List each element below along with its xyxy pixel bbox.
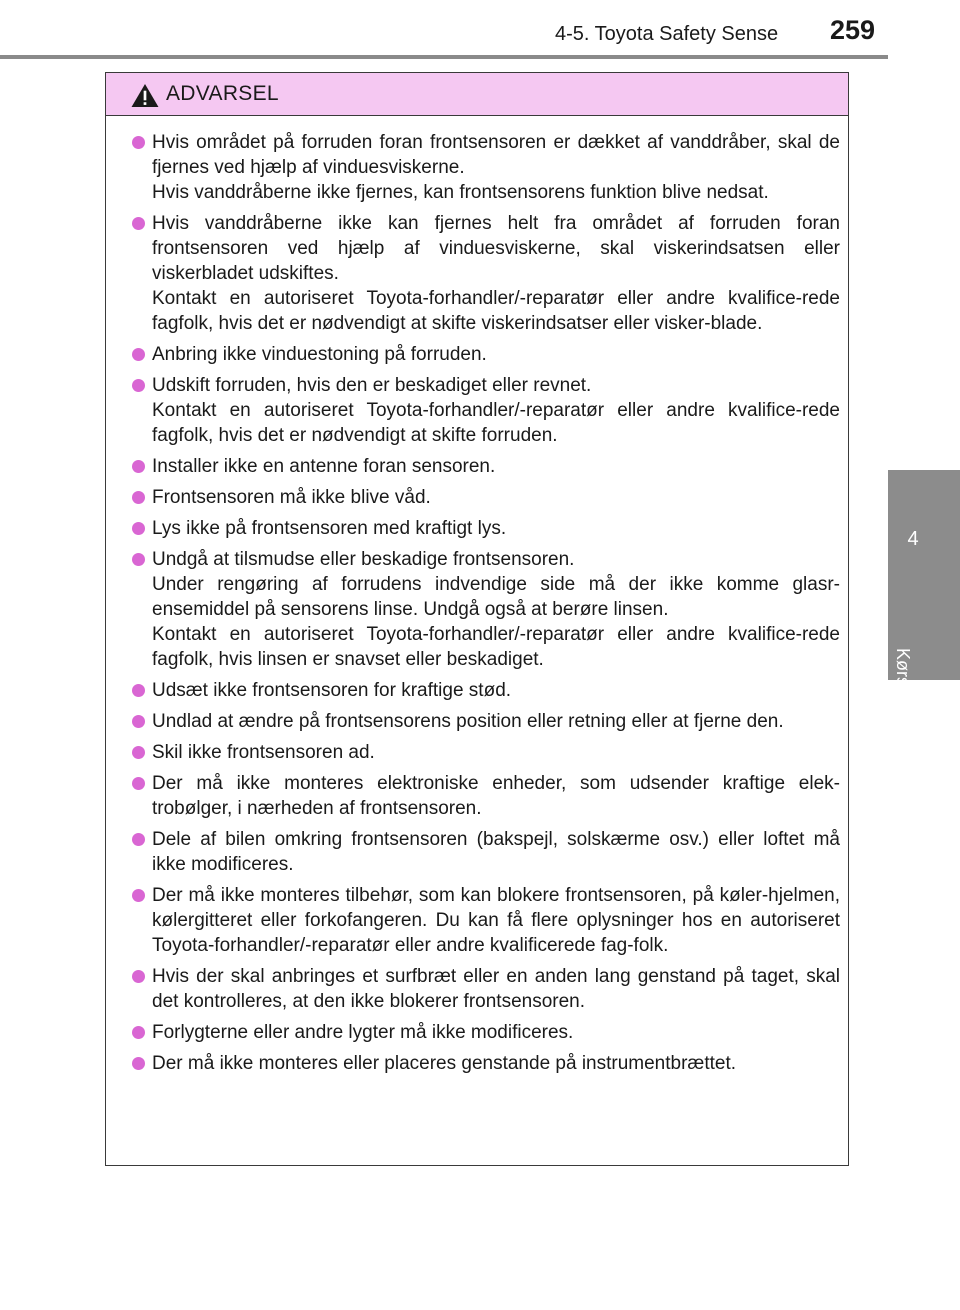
warning-item-text: Undlad at ændre på frontsensorens position eller retning eller at fjerne den.: [152, 711, 784, 732]
bullet-icon: [132, 522, 145, 535]
warning-item: [132, 678, 840, 703]
warning-item-text: Installer ikke en antenne foran sensoren.: [152, 456, 496, 477]
warning-item: [132, 516, 840, 541]
warning-item: [132, 485, 840, 510]
warning-item: [132, 547, 840, 672]
warning-item: [132, 373, 840, 448]
warning-item-text: Kontakt en autoriseret Toyota-forhandler/-reparatør eller andre kvalifice-rede fagfolk, hvis det er nødvendigt at skifte forruden.: [152, 400, 840, 446]
bullet-icon: [132, 1026, 145, 1039]
warning-item-text: Kontakt en autoriseret Toyota-forhandler/-reparatør eller andre kvalifice-rede fagfolk, hvis linsen er snavset eller beskadiget.: [152, 624, 840, 670]
warning-list: [106, 116, 848, 1076]
warning-item: [132, 827, 840, 877]
bullet-icon: [132, 217, 145, 230]
warning-item-text: Anbring ikke vinduestoning på forruden.: [152, 344, 487, 365]
warning-item-text: Hvis vanddråberne ikke kan fjernes helt fra området af forruden foran frontsensoren ved hjælp af vinduesviskerne, skal viskerindsatsen eller viskerbladet udskiftes.: [152, 213, 840, 284]
warning-item-text: Hvis vanddråberne ikke fjernes, kan frontsensorens funktion blive nedsat.: [152, 182, 769, 203]
section-title: 4-5. Toyota Safety Sense: [555, 23, 779, 45]
warning-item: [132, 130, 840, 205]
bullet-icon: [132, 970, 145, 983]
warning-item-text: Undgå at tilsmudse eller beskadige frontsensoren.: [152, 549, 575, 570]
bullet-icon: [132, 553, 145, 566]
bullet-icon: [132, 684, 145, 697]
warning-item-text: Udskift forruden, hvis den er beskadiget eller revnet.: [152, 375, 592, 396]
warning-item: [132, 964, 840, 1014]
warning-item-text: Der må ikke monteres eller placeres genstande på instrumentbrættet.: [152, 1053, 736, 1074]
warning-item-text: Lys ikke på frontsensoren med kraftigt lys.: [152, 518, 507, 539]
header-rule: [0, 55, 888, 59]
chapter-tab: [888, 470, 960, 701]
warning-item: [132, 740, 840, 765]
warning-item-text: Udsæt ikke frontsensoren for kraftige stød.: [152, 680, 512, 701]
bullet-icon: [132, 777, 145, 790]
warning-item: [132, 211, 840, 336]
warning-item: [132, 1051, 840, 1076]
warning-item-text: Der må ikke monteres tilbehør, som kan blokere frontsensoren, på køler-hjelmen, kølergitteret eller forkofangeren. Du kan få flere oplysninger hos en autoriseret Toyota-forhandler/-reparatør eller andre kvalificerede fag-folk.: [152, 885, 840, 956]
bullet-icon: [132, 491, 145, 504]
warning-item-text: Skil ikke frontsensoren ad.: [152, 742, 375, 763]
bullet-icon: [132, 833, 145, 846]
warning-triangle-icon: [130, 83, 160, 108]
bullet-icon: [132, 889, 145, 902]
warning-item: [132, 1020, 840, 1045]
page-number: 259: [830, 15, 876, 45]
warning-item: [132, 771, 840, 821]
warning-item-text: Under rengøring af forrudens indvendige side må der ikke komme glasr-ensemiddel på sensorens linse. Undgå også at berøre linsen.: [152, 574, 840, 620]
bullet-icon: [132, 136, 145, 149]
bullet-icon: [132, 348, 145, 361]
bullet-icon: [132, 715, 145, 728]
warning-item-text: Frontsensoren må ikke blive våd.: [152, 487, 431, 508]
warning-item: [132, 454, 840, 479]
warning-item: [132, 709, 840, 734]
warning-item-text: Der må ikke monteres elektroniske enheder, som udsender kraftige elek-trobølger, i nærheden af frontsensoren.: [152, 773, 840, 819]
warning-item-text: Dele af bilen omkring frontsensoren (bakspejl, solskærme osv.) eller loftet må ikke modificeres.: [152, 829, 840, 875]
chapter-label: Kørsel: [893, 648, 913, 701]
warning-item-text: Hvis området på forruden foran frontsensoren er dækket af vanddråber, skal de fjernes ved hjælp af vinduesviskerne.: [152, 132, 840, 178]
bullet-icon: [132, 746, 145, 759]
warning-title: ADVARSEL: [166, 82, 279, 105]
warning-item-text: Forlygterne eller andre lygter må ikke modificeres.: [152, 1022, 574, 1043]
warning-box: [105, 72, 849, 1166]
warning-item-text: Hvis der skal anbringes et surfbræt eller en anden lang genstand på taget, skal det kontrolleres, at den ikke blokerer frontsensoren.: [152, 966, 840, 1012]
warning-item: [132, 342, 840, 367]
bullet-icon: [132, 460, 145, 473]
warning-item: [132, 883, 840, 958]
bullet-icon: [132, 379, 145, 392]
warning-header: [106, 73, 848, 116]
chapter-number: 4: [907, 528, 919, 550]
warning-item-text: Kontakt en autoriseret Toyota-forhandler/-reparatør eller andre kvalifice-rede fagfolk, hvis det er nødvendigt at skifte viskerindsatser eller visker-blade.: [152, 288, 840, 334]
bullet-icon: [132, 1057, 145, 1070]
